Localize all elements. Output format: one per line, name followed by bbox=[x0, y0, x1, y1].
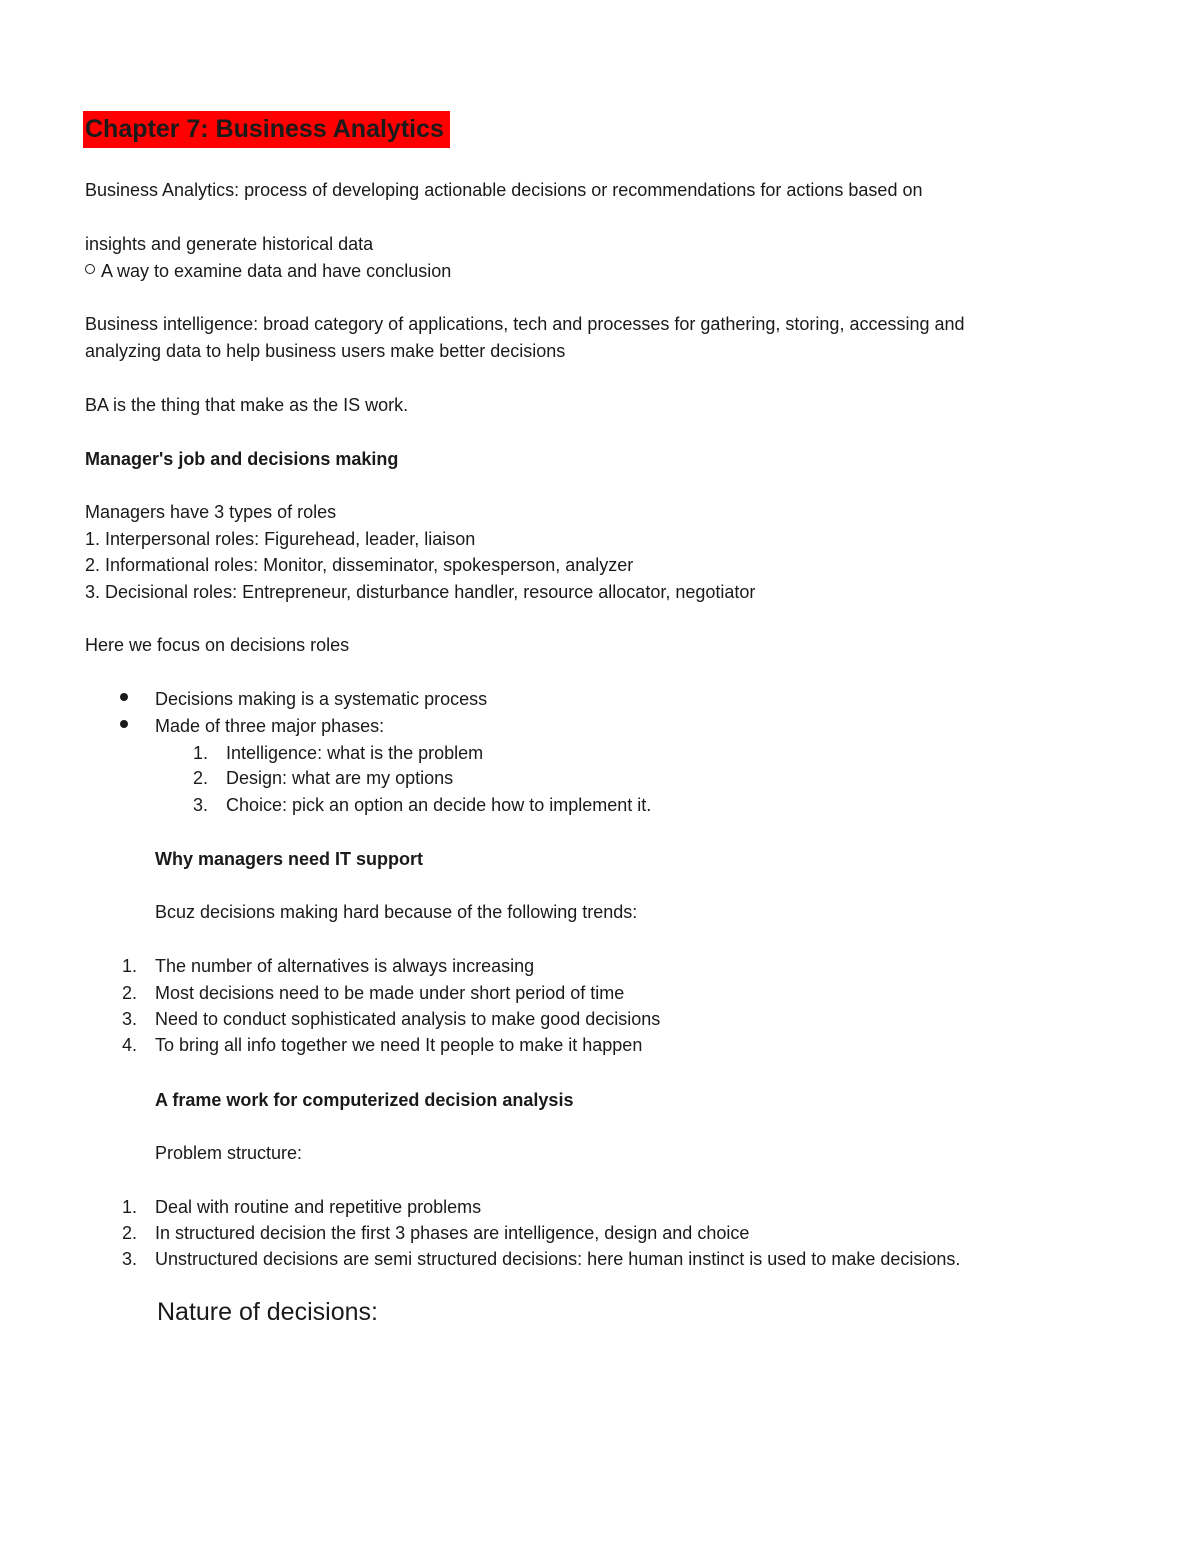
trend-number-2: 2. bbox=[121, 983, 137, 1003]
ba-is-statement: BA is the thing that make as the IS work. bbox=[85, 395, 409, 415]
trend-number-3: 3. bbox=[121, 1009, 137, 1029]
page-title: Chapter 7: Business Analytics bbox=[83, 111, 450, 148]
ba-definition-line-2: insights and generate historical data bbox=[85, 234, 374, 254]
why-heading: Why managers need IT support bbox=[155, 849, 424, 869]
phase-item-2: Design: what are my options bbox=[226, 768, 454, 788]
framework-heading: A frame work for computerized decision analysis bbox=[155, 1090, 574, 1110]
structure-item-2: In structured decision the first 3 phases are intelligence, design and choice bbox=[155, 1223, 750, 1243]
role-item-3: 3. Decisional roles: Entrepreneur, disturbance handler, resource allocator, negotiator bbox=[85, 582, 756, 602]
trend-item-4: To bring all info together we need It people to make it happen bbox=[155, 1035, 643, 1055]
bullet-dot-icon bbox=[120, 720, 128, 728]
bullet-item-2: Made of three major phases: bbox=[155, 716, 385, 736]
ba-sub-bullet-text: A way to examine data and have conclusion bbox=[101, 261, 452, 281]
phase-number-2: 2. bbox=[192, 768, 208, 788]
phase-number-3: 3. bbox=[192, 795, 208, 815]
phase-number-1: 1. bbox=[192, 743, 208, 763]
trend-item-1: The number of alternatives is always increasing bbox=[155, 956, 535, 976]
focus-statement: Here we focus on decisions roles bbox=[85, 635, 350, 655]
ba-definition-line-1: Business Analytics: process of developing actionable decisions or recommendations for actions based on bbox=[85, 180, 923, 200]
structure-item-1: Deal with routine and repetitive problems bbox=[155, 1197, 482, 1217]
ba-sub-bullet bbox=[85, 260, 451, 282]
trend-number-1: 1. bbox=[121, 956, 137, 976]
managers-heading: Manager's job and decisions making bbox=[85, 449, 399, 469]
structure-number-2: 2. bbox=[121, 1223, 137, 1243]
phase-item-3: Choice: pick an option an decide how to implement it. bbox=[226, 795, 652, 815]
phase-item-1: Intelligence: what is the problem bbox=[226, 743, 484, 763]
bi-definition-line-2: analyzing data to help business users make better decisions bbox=[85, 341, 566, 361]
bcuz-statement: Bcuz decisions making hard because of the following trends: bbox=[155, 902, 638, 922]
structure-item-3: Unstructured decisions are semi structured decisions: here human instinct is used to make decisions. bbox=[155, 1249, 961, 1269]
bullet-dot-icon bbox=[120, 693, 128, 701]
nature-heading: Nature of decisions: bbox=[157, 1298, 378, 1326]
structure-number-1: 1. bbox=[121, 1197, 137, 1217]
role-item-1: 1. Interpersonal roles: Figurehead, leader, liaison bbox=[85, 529, 476, 549]
roles-intro: Managers have 3 types of roles bbox=[85, 502, 337, 522]
role-item-2: 2. Informational roles: Monitor, disseminator, spokesperson, analyzer bbox=[85, 555, 634, 575]
trend-item-3: Need to conduct sophisticated analysis to make good decisions bbox=[155, 1009, 661, 1029]
structure-number-3: 3. bbox=[121, 1249, 137, 1269]
bullet-item-1: Decisions making is a systematic process bbox=[155, 689, 488, 709]
bi-definition-line-1: Business intelligence: broad category of applications, tech and processes for gathering, storing, accessing and bbox=[85, 314, 965, 334]
circle-bullet-icon bbox=[85, 264, 95, 274]
trend-number-4: 4. bbox=[121, 1035, 137, 1055]
trend-item-2: Most decisions need to be made under short period of time bbox=[155, 983, 625, 1003]
problem-structure-label: Problem structure: bbox=[155, 1143, 303, 1163]
